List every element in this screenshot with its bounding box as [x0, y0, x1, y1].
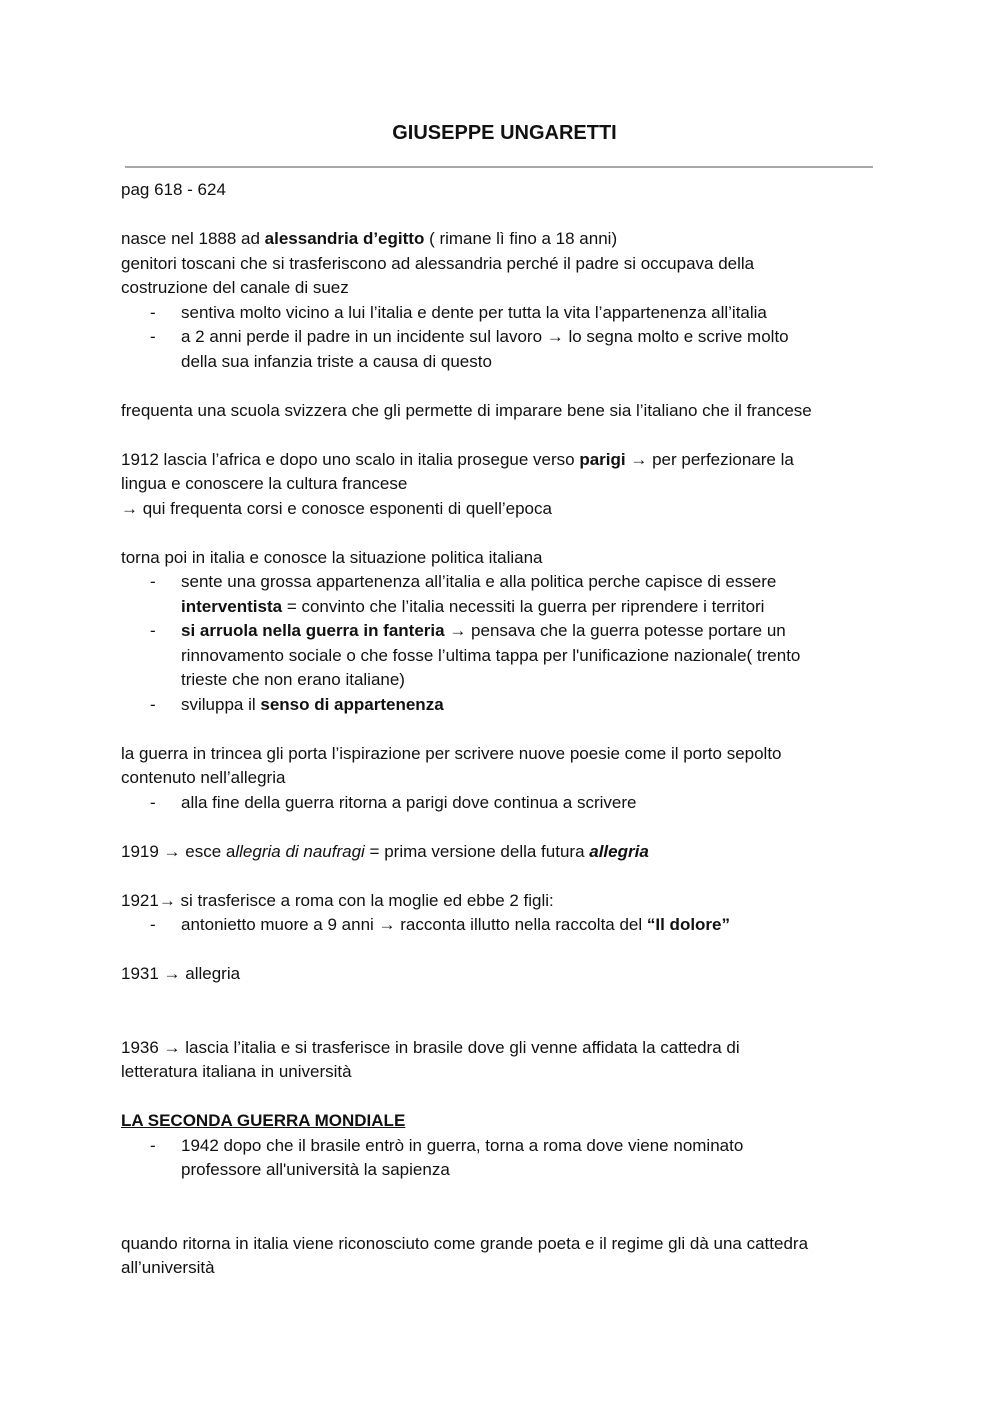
birth-line-3: costruzione del canale di suez — [121, 278, 349, 297]
return-line-1: quando ritorna in italia viene riconosciuto come grande poeta e il regime gli dà una cattedra — [121, 1233, 809, 1253]
paris-line-2: lingua e conoscere la cultura francese — [121, 474, 408, 493]
list-item-continuation: rinnovamento sociale o che fosse l’ultima tappa per l'unificazione nazionale( trento — [181, 645, 801, 665]
paris-line-3: → qui frequenta corsi e conosce esponenti di quell’epoca — [121, 498, 552, 518]
birth-line-2: genitori toscani che si trasferiscono ad alessandria perché il padre si occupava della — [121, 253, 755, 273]
year-1931-line: 1931 → allegria — [121, 964, 241, 983]
list-item: - si arruola nella guerra in fanteria → pensava che la guerra potesse portare un — [150, 621, 786, 640]
list-item: - antonietto muore a 9 anni → racconta illutto nella raccolta del “Il dolore” — [150, 915, 731, 934]
list-item-continuation: professore all'università la sapienza — [181, 1160, 450, 1179]
list-item-continuation: trieste che non erano italiane) — [181, 670, 405, 689]
return-line-2: all’università — [121, 1258, 215, 1277]
year-1936-line-1: 1936 → lascia l’italia e si trasferisce in brasile dove gli venne affidata la cattedra di — [121, 1037, 740, 1057]
document-page — [121, 118, 881, 1281]
page-title: GIUSEPPE UNGARETTI — [392, 122, 617, 144]
year-1921-line: 1921→ si trasferisce a roma con la moglie ed ebbe 2 figli: — [121, 890, 554, 910]
list-item: - sente una grossa appartenenza all’italia e alla politica perche capisce di essere — [150, 572, 777, 591]
list-item: - a 2 anni perde il padre in un incidente sul lavoro → lo segna molto e scrive molto — [150, 327, 789, 346]
politics-line-1: torna poi in italia e conosce la situazione politica italiana — [121, 547, 543, 567]
list-item: - 1942 dopo che il brasile entrò in guerra, torna a roma dove viene nominato — [150, 1135, 744, 1155]
birth-line-1: nasce nel 1888 ad alessandria d’egitto ( rimane lì fino a 18 anni) — [121, 229, 618, 248]
list-item: - sviluppa il senso di appartenenza — [150, 694, 444, 714]
list-item-continuation: interventista = convinto che l’italia necessiti la guerra per riprendere i territori — [181, 596, 765, 616]
section-heading-ww2: LA SECONDA GUERRA MONDIALE — [121, 1111, 406, 1130]
year-1919-line: 1919 → esce allegria di naufragi = prima versione della futura allegria — [121, 841, 649, 861]
trench-line-2: contenuto nell’allegria — [121, 768, 286, 787]
paris-line-1: 1912 lascia l’africa e dopo uno scalo in italia prosegue verso parigi → per perfezionare la — [121, 449, 794, 469]
trench-line-1: la guerra in trincea gli porta l’ispirazione per scrivere nuove poesie come il porto sepolto — [121, 743, 782, 763]
list-item: - alla fine della guerra ritorna a parigi dove continua a scrivere — [150, 792, 637, 812]
list-item: - sentiva molto vicino a lui l’italia e dente per tutta la vita l’appartenenza all’italia — [150, 302, 767, 322]
year-1936-line-2: letteratura italiana in università — [121, 1062, 352, 1081]
list-item-continuation: della sua infanzia triste a causa di questo — [181, 351, 492, 371]
school-line: frequenta una scuola svizzera che gli permette di imparare bene sia l’italiano che il francese — [121, 400, 812, 420]
pages-reference: pag 618 - 624 — [121, 180, 226, 199]
